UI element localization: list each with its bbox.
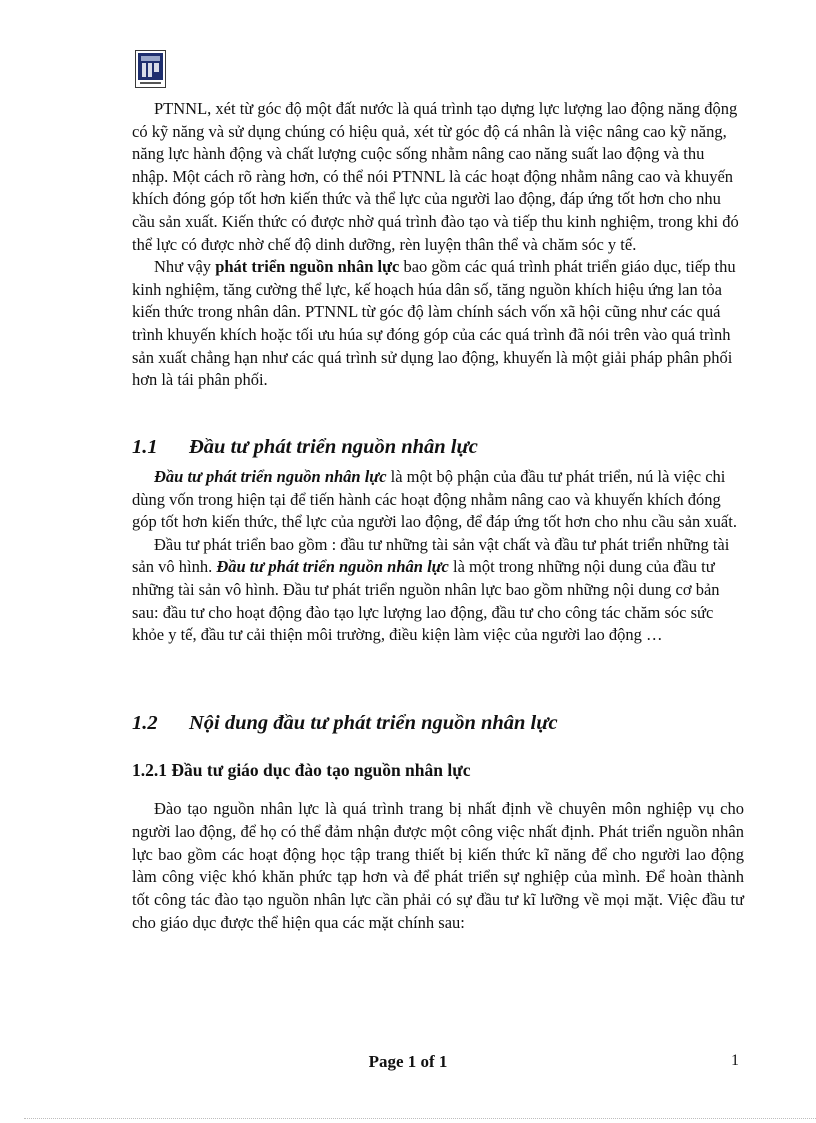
- paragraph-development: Như vậy phát triển nguồn nhân lực bao gồm các quá trình phát triển giáo dục, tiếp thu kinh nghiệm, tăng cường thể lực, kế hoạch húa dân số, tăng nguồn khích hiệu ứng lan tỏa kiến thức trong nhân dân. PTNNL từ góc độ làm chính sách vốn xã hội cũng như các quá trình khuyến khích hoặc tối ưu húa sự đóng góp của các quá trình đã nói trên vào quá trình sản xuất chẳng hạn như các quá trình sử dụng lao động, khuyến là một giải pháp phân phối hơn là tái phân phối.: [132, 257, 736, 390]
- section-1-1: [132, 466, 744, 647]
- heading-1-1: 1.1 Đầu tư phát triển nguồn nhân lực: [132, 436, 478, 458]
- page-divider: [24, 1118, 816, 1119]
- section-1-2-1: [132, 798, 744, 935]
- intro-section: [132, 98, 744, 392]
- page-footer-label: Page 1 of 1: [368, 1052, 448, 1071]
- page-number: 1: [731, 1052, 739, 1069]
- bold-term: phát triển nguồn nhân lực: [215, 257, 400, 277]
- bold-italic-term: Đầu tư phát triển nguồn nhân lực: [216, 557, 449, 577]
- paragraph-definition: Đầu tư phát triển nguồn nhân lực là một bộ phận của đầu tư phát triển, nú là việc chi dùng vốn trong hiện tại để tiến hành các hoạt động nhằm nâng cao và khuyến khích đóng góp tốt hơn kiến thức, thể lực của người lao động, để đáp ứng tốt hơn cho nhu cầu sản xuất.: [132, 467, 737, 532]
- paragraph-ptnnl: PTNNL, xét từ góc độ một đất nước là quá trình tạo dựng lực lượng lao động năng động có kỹ năng và sử dụng chúng có hiệu quả, xét từ góc độ cá nhân là việc nâng cao kỹ năng, năng lực hành động và chất lượng cuộc sống nhằm nâng cao năng suất lao động và thu nhập. Một cách rõ ràng hơn, có thể nói PTNNL là các hoạt động nhằm nâng cao và khuyến khích đóng góp tốt hơn kiến thức và thể lực của người lao động, đáp ứng tốt hơn cho nhu cầu sản xuất. Kiến thức có được nhờ quá trình đào tạo và tiếp thu kinh nghiệm, trong khi đó thể lực có được nhờ chế độ dinh dưỡng, rèn luyện thân thể và chăm sóc y tế.: [132, 99, 739, 254]
- paragraph-investment-types: Đầu tư phát triển bao gồm : đầu tư những tài sản vật chất và đầu tư phát triển những tài sản vô hình. Đầu tư phát triển nguồn nhân lực là một trong những nội dung của đầu tư những tài sản vô hình. Đầu tư phát triển nguồn nhân lực bao gồm những nội dung cơ bản sau: đầu tư cho hoạt động đào tạo lực lượng lao động, đầu tư cho công tác chăm sóc sức khỏe y tế, đầu tư cải thiện môi trường, điều kiện làm việc của người lao động …: [132, 534, 730, 645]
- paragraph-training: Đào tạo nguồn nhân lực là quá trình trang bị nhất định về chuyên môn nghiệp vụ cho người lao động, để họ có thể đảm nhận được một công việc nhất định. Phát triển nguồn nhân lực bao gồm các hoạt động học tập trang thiết bị kiến thức kĩ năng để cho người lao động làm công việc khó khăn phức tạp hơn và để phát triển sự nghiệp của mình. Để hoàn thành tốt công tác đào tạo nguồn nhân lực cần phải có sự đầu tư kĩ lưỡng về mọi mặt. Việc đầu tư cho giáo dục được thể hiện qua các mặt chính sau:: [132, 799, 744, 932]
- bold-italic-term: Đầu tư phát triển nguồn nhân lực: [154, 467, 387, 486]
- heading-1-2-1: 1.2.1 Đầu tư giáo dục đào tạo nguồn nhân lực: [132, 760, 471, 780]
- heading-1-2: 1.2 Nội dung đầu tư phát triển nguồn nhân lực: [132, 712, 558, 734]
- document-logo-icon: [135, 50, 166, 88]
